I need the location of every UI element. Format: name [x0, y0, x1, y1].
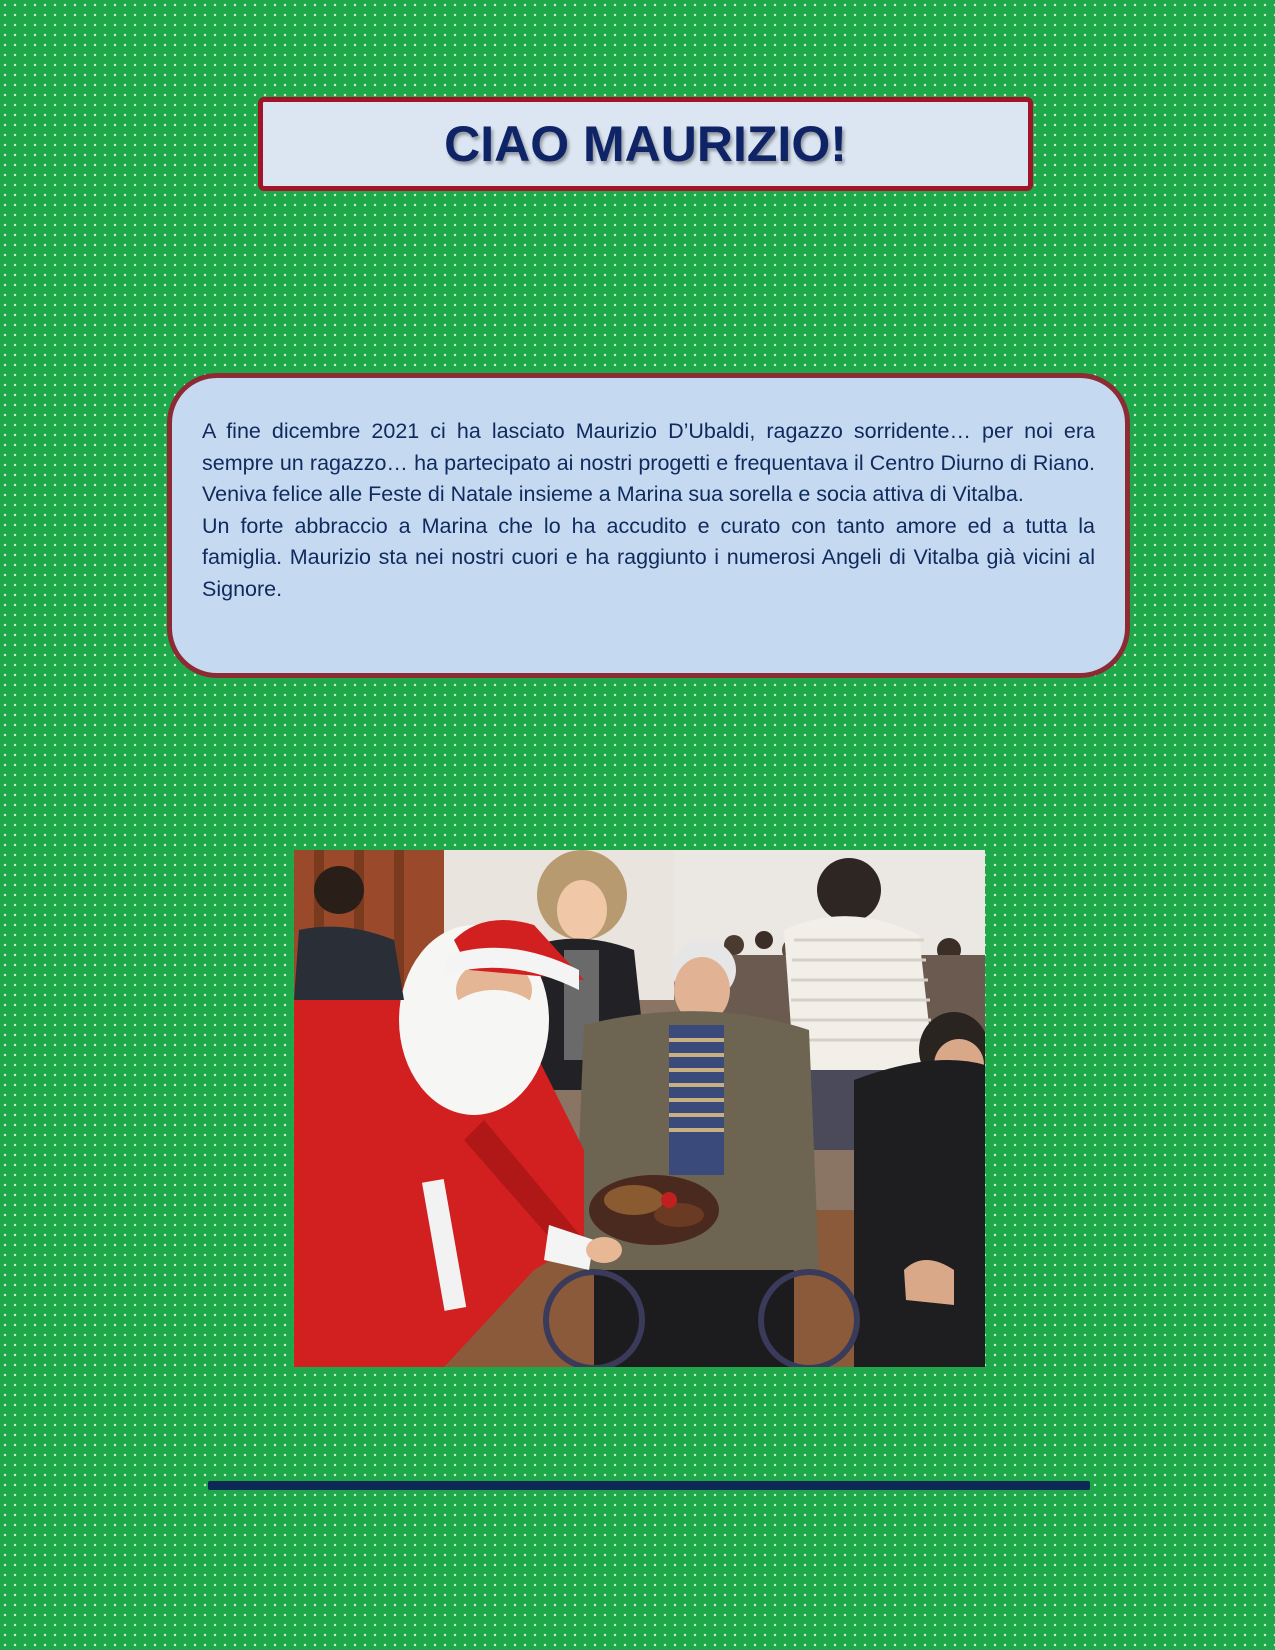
message-paragraph-1: A fine dicembre 2021 ci ha lasciato Maurizio D’Ubaldi, ragazzo sorridente… per noi era sempre un ragazzo… ha partecipato ai nostri progetti e frequentava il Centro Diurno di Riano. Veniva felice alle Feste di Natale insieme a Marina sua sorella e socia attiva di Vitalba.	[202, 419, 1095, 506]
bottom-divider	[208, 1481, 1090, 1490]
message-box	[167, 373, 1130, 678]
page-title: CIAO MAURIZIO!	[444, 116, 847, 172]
christmas-party-photo	[294, 850, 985, 1367]
message-paragraph-2: Un forte abbraccio a Marina che lo ha accudito e curato con tanto amore ed a tutta la famiglia. Maurizio sta nei nostri cuori e ha raggiunto i numerosi Angeli di Vitalba già vicini al Signore.	[202, 513, 1095, 601]
title-banner	[258, 97, 1033, 191]
